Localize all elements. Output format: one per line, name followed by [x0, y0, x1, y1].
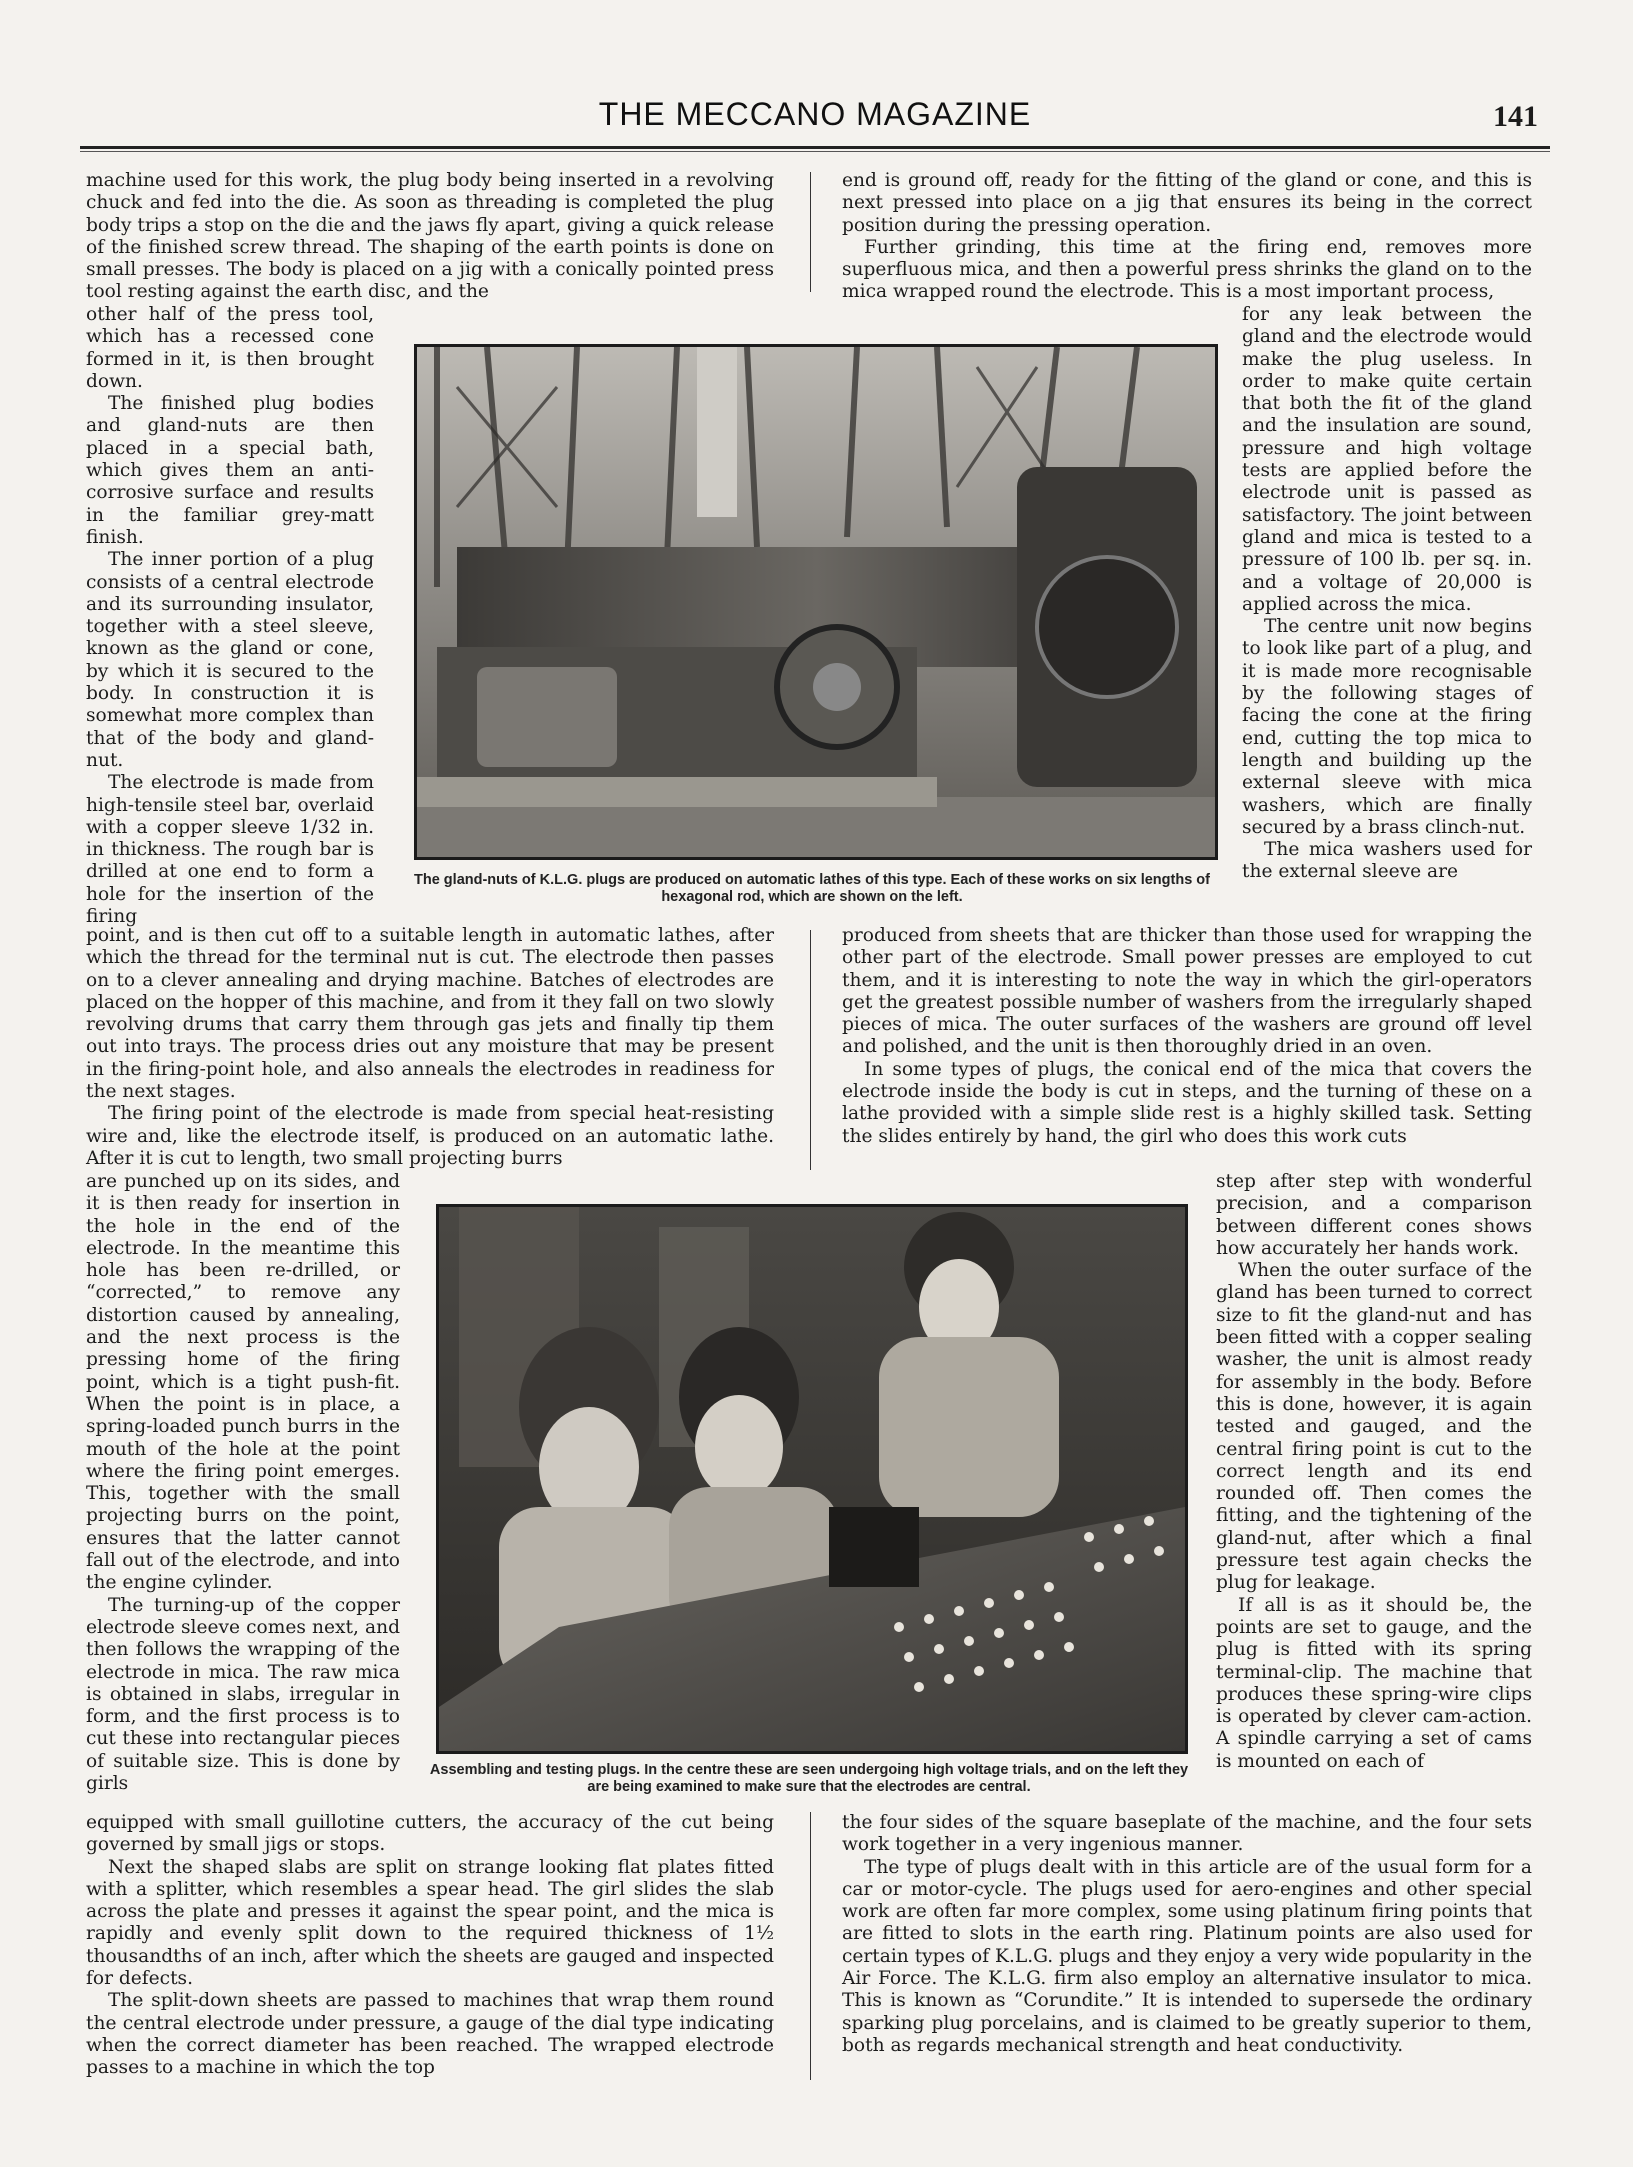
paragraph: machine used for this work, the plug body being inserted in a revolving chuck and fed into the die. As soon as threading is completed the plug body trips a stop on the die and the jaws fly apart, giving a quick release of the finished screw thread. The shaping of the earth points is done on small presses. The body is placed on a jig with a conically pointed press tool resting against the earth disc, and the — [86, 170, 774, 303]
paragraph: Next the shaped slabs are split on strange looking flat plates fitted with a splitter, which resembles a spear head. The girl slides the slab across the plate and presses it against the spear point, and the mica is rapidly and evenly split down to the required thickness of 1½ thousandths of an inch, after which the sheets are gauged and inspected for defects. — [86, 1856, 774, 1990]
testing-illustration — [439, 1207, 1185, 1751]
lathes-caption: The gland-nuts of K.L.G. plugs are produced on automatic lathes of this type. Each of these works on six lengths of hexagonal rod, which are shown on the left. — [414, 872, 1210, 905]
paragraph: In some types of plugs, the conical end of the mica that covers the electrode inside the body is cut in steps, and the turning of these on a lathe provided with a simple slide rest is a highly skilled task. Setting the slides entirely by hand, the girl who does this work cuts — [842, 1058, 1532, 1147]
page-header — [80, 96, 1550, 142]
right-column-top — [842, 170, 1532, 304]
left-column-bottom — [86, 1812, 774, 2080]
left-column-narrow-b — [86, 1171, 400, 1795]
paragraph: for any leak between the gland and the electrode would make the plug useless. In order to make quite certain that both the fit of the gland and the insulation are sound, pressure and high voltage tests are applied before the electrode unit is passed as satisfactory. The joint between gland and mica is tested to a pressure of 100 lb. per sq. in. and a voltage of 20,000 is applied across the mica. — [1242, 304, 1532, 615]
column-divider-bottom — [810, 1812, 811, 2080]
right-column-narrow-a — [1242, 304, 1532, 884]
paragraph: The turning-up of the copper electrode sleeve comes next, and then follows the wrapping of the electrode in mica. The raw mica is obtained in slabs, irregular in form, and the first process is to cut these into rectangular pieces of suitable size. This is done by girls — [86, 1594, 400, 1795]
page-number: 141 — [1493, 100, 1538, 133]
paragraph: The firing point of the electrode is made from special heat-resisting wire and, like the electrode itself, is produced on an automatic lathe. After it is cut to length, two small projecting burrs — [86, 1103, 774, 1169]
paragraph: The electrode is made from high-tensile steel bar, overlaid with a copper sleeve 1/32 in. in thickness. The rough bar is drilled at one end to form a hole for the insertion of the firing — [86, 772, 374, 928]
paragraph: are punched up on its sides, and it is then ready for insertion in the hole in the end of the electrode. In the meantime this hole has been re-drilled, or “corrected,” to remove any distortion caused by annealing, and the next process is the pressing home of the firing point, which is a tight push-fit. When the point is in place, a spring-loaded punch burrs in the mouth of the hole at the point where the firing point emerges. This, together with the small projecting burrs on the point, ensures that the latter cannot fall out of the electrode, and into the engine cylinder. — [86, 1171, 400, 1594]
paragraph: the four sides of the square baseplate of the machine, and the four sets work together in a very ingenious manner. — [842, 1812, 1532, 1856]
paragraph: The type of plugs dealt with in this article are of the usual form for a car or motor-cycle. The plugs used for aero-engines and other special work are often far more complex, some using platinum firing points that are fitted to slots in the earth ring. Platinum points are also used for certain types of K.L.G. plugs and they enjoy a very wide popularity in the Air Force. The K.L.G. firm also employ an alternative insulator to mica. This is known as “Corundite.” It is intended to supersede the ordinary sparking plug porcelains, and is claimed to be greatly superior to them, both as regards mechanical strength and heat conductivity. — [842, 1856, 1532, 2056]
magazine-title: THE MECCANO MAGAZINE — [598, 96, 1032, 132]
paragraph: point, and is then cut off to a suitable length in automatic lathes, after which the thread for the terminal nut is cut. The electrode then passes on to a clever annealing and drying machine. Batches of electrodes are placed on the hopper of this machine, and from it they fall on two slowly revolving drums that carry them through gas jets and finally tip them out into trays. The process dries out any moisture that may be present in the firing-point hole, and also anneals the electrodes in readiness for the next stages. — [86, 925, 774, 1103]
paragraph: The finished plug bodies and gland-nuts are then placed in a special bath, which gives them an anti-corrosive surface and results in the familiar grey-matt finish. — [86, 393, 374, 548]
paragraph: step after step with wonderful precision, and a comparison between different cones shows how accurately her hands work. — [1216, 1171, 1532, 1259]
right-column-middle — [842, 925, 1532, 1148]
left-column-middle — [86, 925, 774, 1170]
paragraph: The inner portion of a plug consists of a central electrode and its surrounding insulator, together with a steel sleeve, known as the gland or cone, by which it is secured to the body. In construction it is somewhat more complex than that of the body and gland-nut. — [86, 549, 374, 771]
paragraph: The centre unit now begins to look like part of a plug, and it is made more recognisable by the following stages of facing the cone at the firing end, cutting the top mica to length and building up the external sleeve with mica washers, which are finally secured by a brass clinch-nut. — [1242, 616, 1532, 838]
header-rule — [80, 146, 1550, 149]
right-column-narrow-b — [1216, 1171, 1532, 1773]
lathes-illustration — [417, 347, 1215, 857]
paragraph: The mica washers used for the external sleeve are — [1242, 839, 1532, 883]
left-column-narrow-a — [86, 304, 374, 928]
testing-caption: Assembling and testing plugs. In the centre these are seen undergoing high voltage trials, and on the left they are being examined to make sure that the electrodes are central. — [429, 1762, 1189, 1795]
left-column-top — [86, 170, 774, 304]
paragraph: produced from sheets that are thicker than those used for wrapping the other part of the electrode. Small power presses are employed to cut them, and it is interesting to note the way in which the girl-operators get the greatest possible number of washers from the irregularly shaped pieces of mica. The outer surfaces of the washers are ground off level and polished, and the unit is then thoroughly dried in an oven. — [842, 925, 1532, 1058]
column-divider-mid — [810, 930, 811, 1170]
lathes-photo — [414, 344, 1218, 860]
paragraph: equipped with small guillotine cutters, the accuracy of the cut being governed by small jigs or stops. — [86, 1812, 774, 1856]
paragraph: If all is as it should be, the points are set to gauge, and the plug is fitted with its spring terminal-clip. The machine that produces these spring-wire clips is operated by clever cam-action. A spindle carrying a set of cams is mounted on each of — [1216, 1594, 1532, 1772]
column-divider-top — [810, 172, 811, 292]
paragraph: other half of the press tool, which has a recessed cone formed in it, is then brought down. — [86, 304, 374, 392]
paragraph: The split-down sheets are passed to machines that wrap them round the central electrode under pressure, a gauge of the dial type indicating when the correct diameter has been reached. The wrapped electrode passes to a machine in which the top — [86, 1990, 774, 2079]
right-column-bottom — [842, 1812, 1532, 2057]
testing-photo — [436, 1204, 1188, 1754]
paragraph: Further grinding, this time at the firing end, removes more superfluous mica, and then a powerful press shrinks the gland on to the mica wrapped round the electrode. This is a most important process, — [842, 236, 1532, 303]
paragraph: end is ground off, ready for the fitting of the gland or cone, and this is next pressed into place on a jig that ensures its being in the correct position during the pressing operation. — [842, 170, 1532, 236]
header-rule-thin — [80, 151, 1550, 152]
paragraph: When the outer surface of the gland has been turned to correct size to fit the gland-nut and has been fitted with a copper sealing washer, the unit is almost ready for assembly in the body. Before this is done, however, it is again tested and gauged, and the central firing point is cut to the correct length and its end rounded off. Then comes the fitting, and the tightening of the gland-nut, after which a final pressure test again checks the plug for leakage. — [1216, 1260, 1532, 1594]
